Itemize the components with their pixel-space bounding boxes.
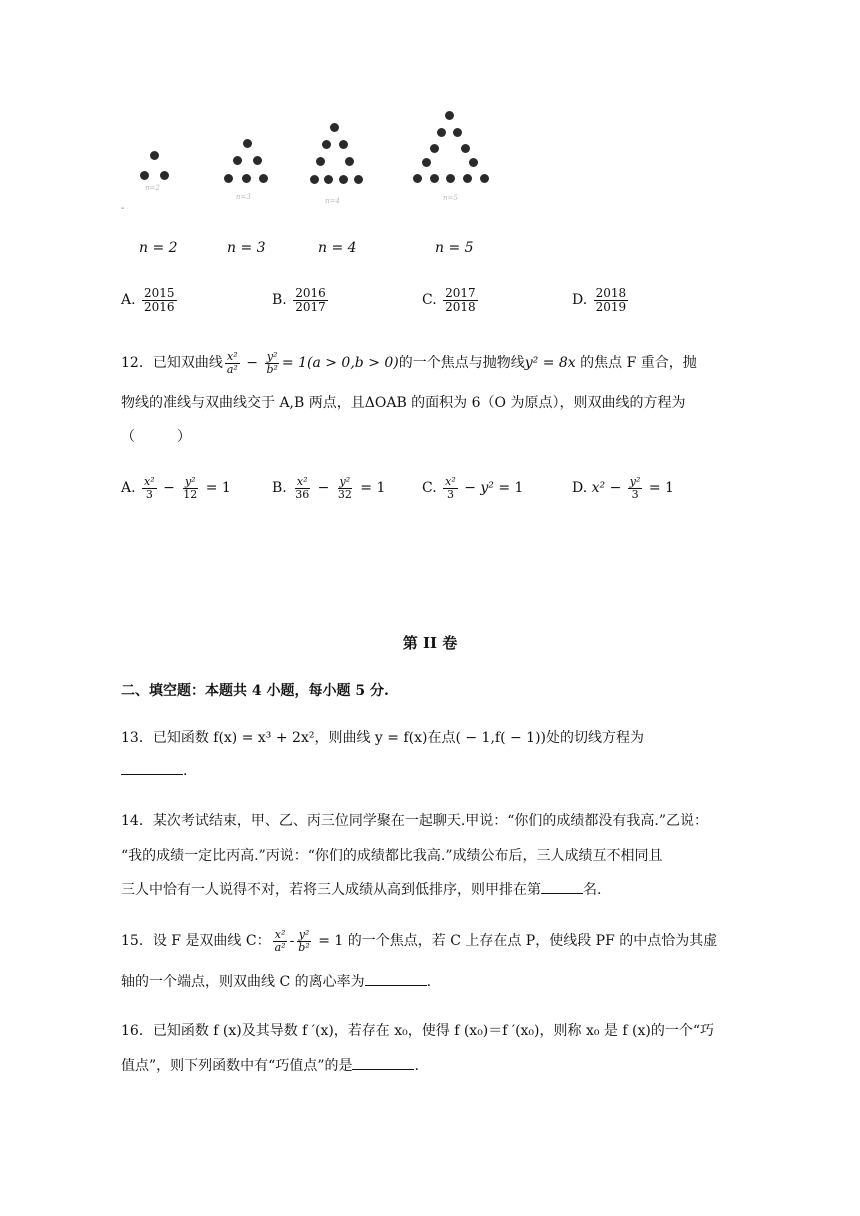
hyperbola-condition: = 1(a > 0,b > 0) [281, 355, 399, 372]
fraction-den: 2019 [595, 299, 627, 314]
q15-text: 轴的一个端点，则双曲线 C 的离心率为 [121, 974, 365, 990]
option-d[interactable] [572, 287, 630, 313]
dot [463, 174, 472, 183]
dot [446, 174, 455, 183]
option-letter: C. [422, 292, 437, 309]
q16-text: 值点”，则下列函数中有“巧值点”的是 [121, 1058, 353, 1074]
hyperbola-fraction-x: $\frac{\text{x²}}{\text{a²}}$ [274, 928, 286, 954]
question-number: 12． [121, 355, 153, 372]
dot [322, 140, 331, 149]
faint-caption: n=3 [236, 193, 251, 201]
q12-option-b[interactable]: B. $\frac{\text{x²}}{36}$ − $\frac{\text{y²}}{32}$ = 1 [272, 475, 386, 501]
dot [224, 174, 233, 183]
dot [150, 151, 159, 160]
option-c[interactable] [422, 287, 480, 313]
option-fraction [142, 287, 177, 313]
answer-blank[interactable] [352, 1055, 414, 1070]
dot [445, 111, 454, 120]
dot [259, 174, 268, 183]
dot [354, 175, 363, 184]
dot [469, 158, 478, 167]
dot [242, 174, 251, 183]
period: . [183, 763, 188, 779]
fraction-num: 2016 [295, 286, 326, 300]
option-fraction [293, 287, 328, 313]
option-letter: B. [272, 480, 287, 497]
q12-option-a[interactable]: A. $\frac{\text{x²}}{3}$ − $\frac{\text{y²}}{12}$ = 1 [121, 475, 231, 501]
dot [160, 171, 169, 180]
q14-line3 [121, 879, 601, 899]
option-fraction: $\frac{\text{y²}}{3}$ [629, 475, 641, 501]
q12-line3: （ ） [121, 429, 191, 445]
fraction-num: 2018 [595, 286, 627, 300]
q12-line2: 物线的准线与双曲线交于 A,B 两点，且ΔOAB 的面积为 6（O 为原点），则双曲线的方程为 [121, 395, 686, 411]
q14-text: 三人中恰有一人说得不对，若将三人成绩从高到低排序，则甲排在第 [121, 882, 541, 898]
dot [430, 144, 439, 153]
q14-line2: “我的成绩一定比丙高.”丙说：“你们的成绩都比我高.”成绩公布后，三人成绩互不相同且 [121, 848, 663, 864]
q15-line2 [121, 971, 431, 991]
q12-option-d[interactable]: D. x² − $\frac{\text{y²}}{3}$ = 1 [572, 475, 674, 501]
caption-n2: n = 2 [139, 240, 178, 256]
option-letter: C. [422, 480, 437, 497]
fraction-num: 2017 [445, 286, 476, 300]
q14-line1: 14．某次考试结束，甲、乙、丙三位同学聚在一起聊天.甲说：“你们的成绩都没有我高.”乙说： [121, 813, 709, 829]
option-letter: D. [572, 480, 588, 497]
faint-caption: n=2 [145, 184, 160, 192]
answer-blank[interactable] [365, 971, 427, 986]
q12-text: 已知双曲线 [152, 355, 223, 372]
option-fraction: $\frac{\text{y²}}{12}$ [183, 475, 198, 501]
dot [253, 156, 262, 165]
option-fraction [443, 287, 478, 313]
fraction-den: 2018 [445, 299, 476, 314]
q12-line1: 12．已知双曲线 $\frac{\text{x²}}{\text{a²}}$ − $\frac{\text{y²}}{\text{b²}}$ = 1(a > 0,b > 0)的一个焦点与抛物线y² = 8x 的焦点 F 重合，抛 [121, 350, 697, 376]
option-fraction: $\frac{\text{x²}}{3}$ [144, 475, 155, 501]
section-title: 第 II 卷 [402, 634, 458, 652]
period: . [426, 974, 432, 990]
dot [324, 175, 333, 184]
parabola-expr: y² = 8x [524, 355, 576, 372]
answer-blank[interactable] [121, 760, 183, 775]
caption-n4: n = 4 [318, 240, 357, 256]
option-a[interactable] [121, 287, 179, 313]
q16-line1: 16．已知函数 f (x)及其导数 f ′(x)，若存在 x₀，使得 f (x₀)＝f ′(x₀)，则称 x₀ 是 f (x)的一个“巧 [121, 1023, 714, 1039]
dot [243, 139, 252, 148]
q14-text: 名. [583, 882, 602, 898]
dot [339, 175, 348, 184]
q15-text: 的一个焦点，若 C 上存在点 P，使线段 PF 的中点恰为其虚 [347, 933, 718, 950]
q16-line2 [121, 1055, 419, 1075]
caption-n3: n = 3 [227, 240, 266, 256]
dot [480, 174, 489, 183]
dot [330, 123, 339, 132]
dot [437, 128, 446, 137]
dot [413, 174, 422, 183]
q13-line2 [121, 760, 187, 779]
dot [316, 157, 325, 166]
dot [430, 174, 439, 183]
dot [339, 140, 348, 149]
hyperbola-fraction-y: $\frac{\text{y²}}{\text{b²}}$ [266, 350, 278, 376]
dot [422, 158, 431, 167]
fraction-den: 2017 [295, 299, 326, 314]
q13-line1: 13．已知函数 f(x) = x³ + 2x²，则曲线 y = f(x)在点( − 1,f( − 1))处的切线方程为 [121, 730, 644, 746]
option-letter: B. [272, 292, 287, 309]
option-fraction [594, 287, 629, 313]
faint-caption: n=4 [325, 197, 340, 205]
q12-text: 的焦点 F 重合，抛 [575, 355, 697, 372]
q15-text: 15．设 F 是双曲线 C： [121, 933, 271, 950]
option-fraction: $\frac{\text{y²}}{32}$ [337, 475, 352, 501]
fraction-num: 2015 [144, 286, 175, 300]
dot [310, 175, 319, 184]
hyperbola-fraction-y: $\frac{\text{y²}}{\text{b²}}$ [298, 928, 310, 954]
dot [345, 157, 354, 166]
q15-line1: 15．设 F 是双曲线 C： $\frac{\text{x²}}{\text{a²}}$ - $\frac{\text{y²}}{\text{b²}}$ = 1 的一个焦点，若 C 上存在点 P，使线段 PF 的中点恰为其虚 [121, 928, 718, 954]
dot [233, 156, 242, 165]
option-letter: A. [121, 292, 136, 309]
period: . [414, 1058, 419, 1074]
stray-mark: - [121, 203, 125, 214]
dot [461, 144, 470, 153]
dot [140, 171, 149, 180]
section-heading: 二、填空题：本题共 4 小题，每小题 5 分. [121, 683, 389, 699]
hyperbola-fraction-x: $\frac{\text{x²}}{\text{a²}}$ [226, 350, 238, 376]
option-b[interactable] [272, 287, 330, 313]
q12-option-c[interactable]: C. $\frac{\text{x²}}{3}$ − y² = 1 [422, 475, 524, 501]
answer-blank[interactable] [541, 879, 583, 894]
fraction-den: 2016 [144, 299, 175, 314]
caption-n5: n = 5 [435, 240, 474, 256]
option-fraction: $\frac{\text{x²}}{36}$ [295, 475, 310, 501]
option-letter: D. [572, 292, 588, 309]
dot [453, 128, 462, 137]
faint-caption: n=5 [443, 194, 458, 202]
q12-text: 的一个焦点与抛物线 [398, 355, 525, 372]
option-fraction: $\frac{\text{x²}}{3}$ [445, 475, 456, 501]
option-letter: A. [121, 480, 136, 497]
